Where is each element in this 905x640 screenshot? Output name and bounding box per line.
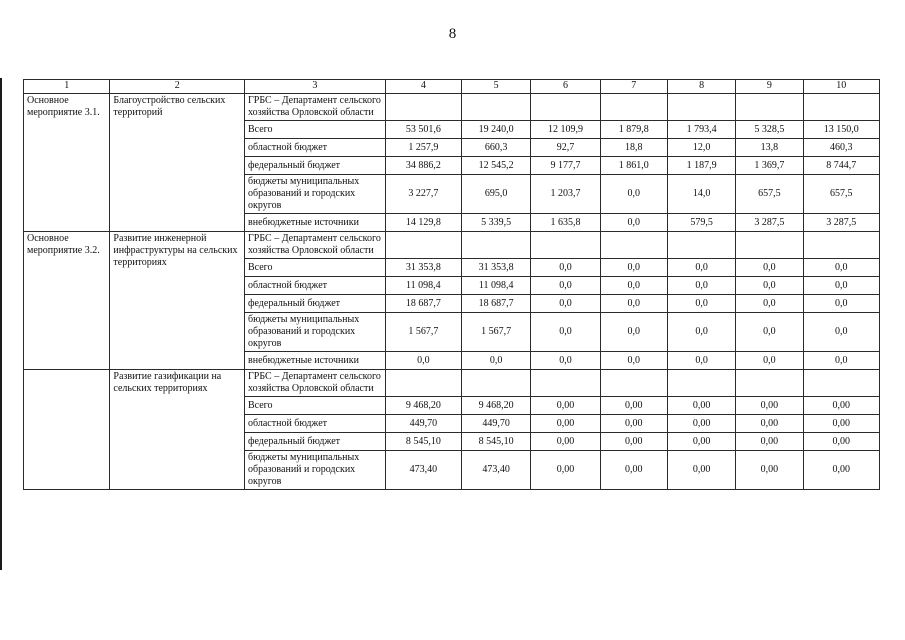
value-cell: 1 187,9 <box>667 157 735 175</box>
value-cell: 8 744,7 <box>803 157 879 175</box>
empty-cell <box>385 232 461 259</box>
empty-cell <box>462 94 531 121</box>
value-cell: 12 109,9 <box>531 121 600 139</box>
value-cell: 0,00 <box>531 415 600 433</box>
funding-source-label: областной бюджет <box>245 139 386 157</box>
value-cell: 0,00 <box>667 415 735 433</box>
value-cell: 0,0 <box>736 352 803 370</box>
value-cell: 0,0 <box>667 352 735 370</box>
event-name-cell: Развитие инженерной инфраструктуры на сельских территориях <box>110 232 245 370</box>
value-cell: 1 567,7 <box>385 313 461 352</box>
value-cell: 5 328,5 <box>736 121 803 139</box>
value-cell: 473,40 <box>385 451 461 490</box>
value-cell: 0,0 <box>600 259 667 277</box>
funding-source-label: внебюджетные источники <box>245 352 386 370</box>
value-cell: 0,0 <box>736 259 803 277</box>
value-cell: 14,0 <box>667 175 735 214</box>
value-cell: 0,0 <box>667 295 735 313</box>
funding-source-label: Всего <box>245 259 386 277</box>
value-cell: 12 545,2 <box>462 157 531 175</box>
value-cell: 31 353,8 <box>462 259 531 277</box>
value-cell: 0,00 <box>667 397 735 415</box>
header-cell: 1 <box>24 80 110 94</box>
value-cell: 0,0 <box>667 259 735 277</box>
funding-source-label: областной бюджет <box>245 277 386 295</box>
empty-cell <box>667 232 735 259</box>
header-cell: 5 <box>462 80 531 94</box>
budget-table <box>23 79 880 490</box>
value-cell: 0,00 <box>736 433 803 451</box>
header-row <box>24 80 880 94</box>
value-cell: 0,00 <box>736 451 803 490</box>
value-cell: 1 861,0 <box>600 157 667 175</box>
page-edge-line <box>0 78 2 570</box>
value-cell: 0,0 <box>385 352 461 370</box>
value-cell: 1 635,8 <box>531 214 600 232</box>
funding-source-label: Всего <box>245 121 386 139</box>
funding-source-label: внебюджетные источники <box>245 214 386 232</box>
value-cell: 3 287,5 <box>803 214 879 232</box>
value-cell: 34 886,2 <box>385 157 461 175</box>
empty-cell <box>667 94 735 121</box>
value-cell: 14 129,8 <box>385 214 461 232</box>
value-cell: 0,0 <box>462 352 531 370</box>
value-cell: 13 150,0 <box>803 121 879 139</box>
value-cell: 579,5 <box>667 214 735 232</box>
empty-cell <box>803 232 879 259</box>
event-number-cell <box>24 370 110 490</box>
value-cell: 11 098,4 <box>385 277 461 295</box>
event-number-cell: Основное мероприятие 3.1. <box>24 94 110 232</box>
grbs-row <box>24 232 880 259</box>
value-cell: 12,0 <box>667 139 735 157</box>
value-cell: 8 545,10 <box>385 433 461 451</box>
header-cell: 2 <box>110 80 245 94</box>
header-cell: 8 <box>667 80 735 94</box>
value-cell: 0,00 <box>600 433 667 451</box>
header-cell: 10 <box>803 80 879 94</box>
value-cell: 0,0 <box>803 313 879 352</box>
value-cell: 0,0 <box>736 295 803 313</box>
value-cell: 0,0 <box>803 352 879 370</box>
value-cell: 0,0 <box>600 313 667 352</box>
funding-source-label: бюджеты муниципальных образований и городских округов <box>245 451 386 490</box>
empty-cell <box>736 232 803 259</box>
value-cell: 1 203,7 <box>531 175 600 214</box>
funding-source-label: областной бюджет <box>245 415 386 433</box>
empty-cell <box>667 370 735 397</box>
value-cell: 0,00 <box>600 397 667 415</box>
header-cell: 7 <box>600 80 667 94</box>
funding-source-label: Всего <box>245 397 386 415</box>
empty-cell <box>462 370 531 397</box>
value-cell: 0,0 <box>531 277 600 295</box>
page-number: 8 <box>448 26 457 42</box>
value-cell: 473,40 <box>462 451 531 490</box>
table-body <box>24 80 880 490</box>
empty-cell <box>531 232 600 259</box>
value-cell: 3 287,5 <box>736 214 803 232</box>
value-cell: 0,0 <box>531 352 600 370</box>
grbs-row <box>24 94 880 121</box>
value-cell: 92,7 <box>531 139 600 157</box>
header-cell: 4 <box>385 80 461 94</box>
value-cell: 1 567,7 <box>462 313 531 352</box>
value-cell: 0,00 <box>600 415 667 433</box>
value-cell: 0,00 <box>803 433 879 451</box>
header-cell: 6 <box>531 80 600 94</box>
value-cell: 0,00 <box>803 415 879 433</box>
value-cell: 0,00 <box>803 451 879 490</box>
value-cell: 460,3 <box>803 139 879 157</box>
event-name-cell: Развитие газификации на сельских территориях <box>110 370 245 490</box>
value-cell: 8 545,10 <box>462 433 531 451</box>
value-cell: 695,0 <box>462 175 531 214</box>
empty-cell <box>736 94 803 121</box>
value-cell: 0,0 <box>803 295 879 313</box>
value-cell: 0,0 <box>531 313 600 352</box>
value-cell: 0,0 <box>736 313 803 352</box>
value-cell: 18 687,7 <box>385 295 461 313</box>
value-cell: 9 177,7 <box>531 157 600 175</box>
funding-source-label: федеральный бюджет <box>245 157 386 175</box>
funding-source-label: федеральный бюджет <box>245 295 386 313</box>
empty-cell <box>736 370 803 397</box>
value-cell: 657,5 <box>803 175 879 214</box>
empty-cell <box>600 232 667 259</box>
event-number-cell: Основное мероприятие 3.2. <box>24 232 110 370</box>
empty-cell <box>803 370 879 397</box>
value-cell: 11 098,4 <box>462 277 531 295</box>
funding-source-label: бюджеты муниципальных образований и городских округов <box>245 175 386 214</box>
value-cell: 660,3 <box>462 139 531 157</box>
value-cell: 1 879,8 <box>600 121 667 139</box>
header-cell: 3 <box>245 80 386 94</box>
value-cell: 19 240,0 <box>462 121 531 139</box>
empty-cell <box>385 370 461 397</box>
funding-source-label: федеральный бюджет <box>245 433 386 451</box>
value-cell: 0,0 <box>531 259 600 277</box>
empty-cell <box>803 94 879 121</box>
value-cell: 1 793,4 <box>667 121 735 139</box>
value-cell: 0,0 <box>600 277 667 295</box>
value-cell: 0,00 <box>736 415 803 433</box>
value-cell: 0,00 <box>667 451 735 490</box>
grbs-cell: ГРБС – Департамент сельского хозяйства Орловской области <box>245 370 386 397</box>
empty-cell <box>531 94 600 121</box>
value-cell: 0,0 <box>667 313 735 352</box>
event-name-cell: Благоустройство сельских территорий <box>110 94 245 232</box>
value-cell: 449,70 <box>385 415 461 433</box>
value-cell: 0,00 <box>531 433 600 451</box>
empty-cell <box>385 94 461 121</box>
value-cell: 0,0 <box>803 259 879 277</box>
value-cell: 0,00 <box>531 451 600 490</box>
value-cell: 31 353,8 <box>385 259 461 277</box>
value-cell: 0,0 <box>600 175 667 214</box>
grbs-cell: ГРБС – Департамент сельского хозяйства Орловской области <box>245 94 386 121</box>
header-cell: 9 <box>736 80 803 94</box>
empty-cell <box>462 232 531 259</box>
value-cell: 0,0 <box>803 277 879 295</box>
value-cell: 13,8 <box>736 139 803 157</box>
empty-cell <box>531 370 600 397</box>
value-cell: 0,00 <box>803 397 879 415</box>
value-cell: 1 257,9 <box>385 139 461 157</box>
value-cell: 0,0 <box>736 277 803 295</box>
value-cell: 0,0 <box>600 352 667 370</box>
value-cell: 0,00 <box>531 397 600 415</box>
value-cell: 0,00 <box>736 397 803 415</box>
value-cell: 0,00 <box>600 451 667 490</box>
value-cell: 0,0 <box>600 214 667 232</box>
value-cell: 0,0 <box>667 277 735 295</box>
value-cell: 1 369,7 <box>736 157 803 175</box>
value-cell: 5 339,5 <box>462 214 531 232</box>
value-cell: 657,5 <box>736 175 803 214</box>
value-cell: 0,00 <box>667 433 735 451</box>
funding-source-label: бюджеты муниципальных образований и городских округов <box>245 313 386 352</box>
value-cell: 9 468,20 <box>385 397 461 415</box>
value-cell: 0,0 <box>531 295 600 313</box>
grbs-row <box>24 370 880 397</box>
value-cell: 53 501,6 <box>385 121 461 139</box>
grbs-cell: ГРБС – Департамент сельского хозяйства Орловской области <box>245 232 386 259</box>
empty-cell <box>600 94 667 121</box>
empty-cell <box>600 370 667 397</box>
value-cell: 449,70 <box>462 415 531 433</box>
value-cell: 3 227,7 <box>385 175 461 214</box>
value-cell: 9 468,20 <box>462 397 531 415</box>
value-cell: 0,0 <box>600 295 667 313</box>
value-cell: 18 687,7 <box>462 295 531 313</box>
value-cell: 18,8 <box>600 139 667 157</box>
